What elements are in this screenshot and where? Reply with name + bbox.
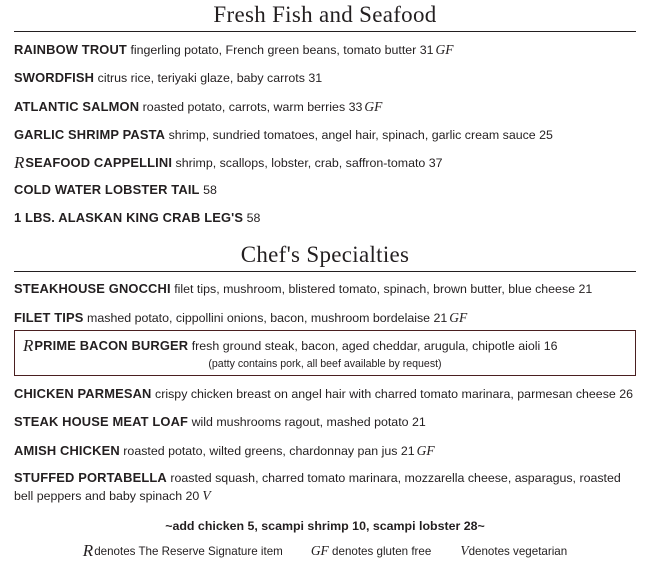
menu-item: [14, 281, 636, 298]
section-title-seafood: Fresh Fish and Seafood: [213, 2, 437, 27]
menu-items-seafood: [14, 41, 636, 227]
menu-item: [14, 386, 636, 403]
menu-item: [23, 335, 627, 355]
legend-gf-text: denotes gluten free: [332, 545, 432, 559]
menu-item-name: STEAKHOUSE GNOCCHI: [14, 281, 171, 297]
legend-veg-text: denotes vegetarian: [468, 545, 568, 559]
menu-item-description: wild mushrooms ragout, mashed potato 21: [191, 414, 426, 429]
menu-item-name: RAINBOW TROUT: [14, 42, 127, 57]
divider-specialties: [14, 271, 636, 272]
legend-reserve-text: denotes The Reserve Signature item: [94, 545, 283, 559]
menu-item: [14, 41, 636, 59]
gluten-free-icon: GF: [416, 442, 435, 458]
menu-item-name: SEAFOOD CAPPELLINI: [25, 154, 173, 170]
menu-item: [14, 182, 636, 199]
menu-item-note: (patty contains pork, all beef available by request): [208, 357, 442, 370]
gluten-free-icon: GF: [310, 543, 329, 559]
menu-item-description: mashed potato, cippollini onions, bacon, mushroom bordelaise 21: [87, 311, 448, 325]
menu-item-name: FILET TIPS: [14, 310, 84, 325]
menu-item-description: crispy chicken breast on angel hair with charred tomato marinara, parmesan cheese 26: [155, 386, 634, 401]
reserve-icon: R: [14, 152, 25, 172]
vegetarian-icon: V: [460, 543, 469, 559]
menu-item-description: filet tips, mushroom, blistered tomato, spinach, brown butter, blue cheese 21: [174, 282, 593, 297]
addons-line: ~add chicken 5, scampi shrimp 10, scampi lobster 28~: [165, 519, 485, 534]
menu-item-description: roasted potato, carrots, warm berries 33: [142, 99, 363, 114]
menu-item: [14, 127, 636, 144]
menu-item-description: fingerling potato, French green beans, tomato butter 31: [130, 43, 434, 57]
menu-item-name: STUFFED PORTABELLA: [14, 470, 167, 486]
menu-item: [14, 470, 636, 505]
menu-item-description: roasted potato, wilted greens, chardonnay pan jus 21: [123, 443, 415, 458]
menu-item-name: GARLIC SHRIMP PASTA: [14, 126, 166, 142]
legend-veg: [457, 543, 567, 559]
menu-item-name: STEAK HOUSE MEAT LOAF: [14, 413, 189, 429]
menu-item-description: shrimp, sundried tomatoes, angel hair, spinach, garlic cream sauce 25: [168, 127, 553, 142]
menu-item-name: PRIME BACON BURGER: [34, 337, 189, 353]
menu-item: [14, 210, 636, 227]
menu-items-specialties-cont: [14, 386, 636, 505]
menu-item-name: AMISH CHICKEN: [14, 442, 120, 458]
menu-item: [14, 70, 636, 87]
menu-item: [14, 152, 636, 172]
gluten-free-icon: GF: [449, 310, 468, 325]
legend-gf: [309, 543, 432, 559]
reserve-icon: R: [82, 541, 94, 561]
menu-item-description: 58: [246, 211, 261, 226]
reserve-icon: R: [23, 335, 34, 355]
vegetarian-icon: V: [202, 488, 211, 504]
menu-item-description: roasted squash, charred tomato marinara, mozzarella cheese, asparagus, roasted bell peppers and baby spinach 20: [14, 471, 621, 504]
menu-item: [14, 309, 636, 327]
menu-item: [14, 442, 636, 460]
gluten-free-icon: GF: [435, 42, 454, 57]
featured-item-box: [14, 330, 636, 376]
menu-item-description: fresh ground steak, bacon, aged cheddar, arugula, chipotle aioli 16: [191, 338, 558, 353]
divider-seafood: [14, 31, 636, 32]
legend-reserve: [82, 541, 283, 561]
menu-item-name: 1 LBS. ALASKAN KING CRAB LEG'S: [14, 210, 244, 226]
menu-item-description: shrimp, scallops, lobster, crab, saffron-tomato 37: [175, 155, 443, 170]
gluten-free-icon: GF: [364, 98, 383, 114]
menu-item-name: SWORDFISH: [14, 69, 95, 85]
menu-item-description: 58: [203, 183, 217, 198]
menu-item-name: COLD WATER LOBSTER TAIL: [14, 182, 200, 198]
menu-item: [14, 98, 636, 116]
menu-item: [14, 414, 636, 431]
section-title-specialties: Chef's Specialties: [240, 242, 410, 268]
menu-item-name: CHICKEN PARMESAN: [14, 385, 152, 401]
menu-items-specialties: [14, 281, 636, 327]
legend: [14, 543, 636, 559]
menu-item-description: citrus rice, teriyaki glaze, baby carrots 31: [97, 70, 323, 85]
menu-item-name: ATLANTIC SALMON: [14, 98, 140, 114]
